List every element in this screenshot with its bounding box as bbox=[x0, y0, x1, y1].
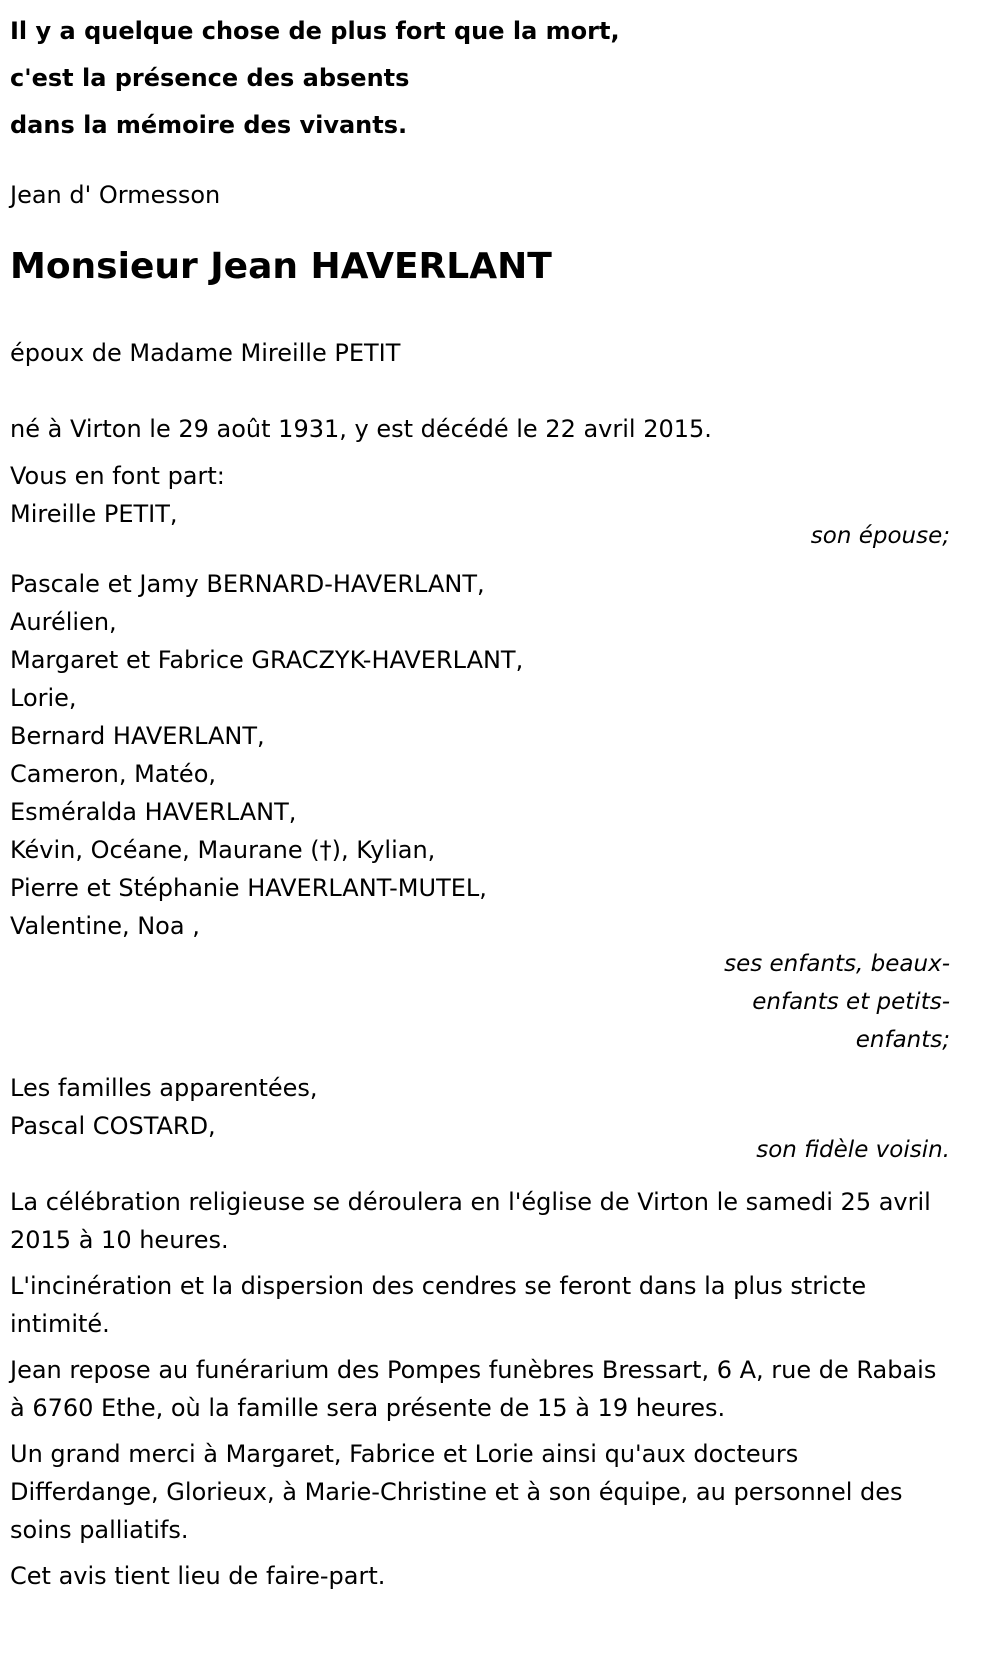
children-name: Valentine, Noa , bbox=[10, 912, 200, 940]
children-relation: ses enfants, beaux-enfants et petits-enfants; bbox=[724, 951, 950, 1053]
children-name: Kévin, Océane, Maurane (†), Kylian, bbox=[10, 836, 436, 864]
quote-line: Il y a quelque chose de plus fort que la mort, bbox=[10, 17, 620, 45]
birth-death-line: né à Virton le 29 août 1931, y est décédé le 22 avril 2015. bbox=[10, 415, 712, 443]
cremation-paragraph: L'incinération et la dispersion des cendres se feront dans la plus stricte intimité. bbox=[10, 1272, 867, 1338]
notice-paragraph: Cet avis tient lieu de faire-part. bbox=[10, 1562, 386, 1590]
funerarium-paragraph: Jean repose au funérarium des Pompes funèbres Bressart, 6 A, rue de Rabais à 6760 Ethe, où la famille sera présente de 15 à 19 heures. bbox=[10, 1356, 937, 1422]
spouse-relation: son épouse; bbox=[810, 523, 950, 549]
ceremony-paragraph: La célébration religieuse se déroulera en l'église de Virton le samedi 25 avril 2015 à 10 heures. bbox=[10, 1188, 931, 1254]
children-name: Pierre et Stéphanie HAVERLANT-MUTEL, bbox=[10, 874, 487, 902]
quote-line: c'est la présence des absents bbox=[10, 64, 410, 92]
children-name: Cameron, Matéo, bbox=[10, 760, 217, 788]
children-name: Lorie, bbox=[10, 684, 77, 712]
quote-line: dans la mémoire des vivants. bbox=[10, 111, 408, 139]
children-name: Bernard HAVERLANT, bbox=[10, 722, 265, 750]
children-name: Pascale et Jamy BERNARD-HAVERLANT, bbox=[10, 570, 485, 598]
quote-author: Jean d' Ormesson bbox=[10, 181, 221, 209]
children-block bbox=[10, 565, 950, 945]
children-name: Esméralda HAVERLANT, bbox=[10, 798, 297, 826]
others-name: Pascal COSTARD, bbox=[10, 1112, 216, 1140]
announce-intro: Vous en font part: bbox=[10, 462, 225, 490]
children-name: Aurélien, bbox=[10, 608, 117, 636]
others-relation: son fidèle voisin. bbox=[756, 1137, 950, 1163]
thanks-paragraph: Un grand merci à Margaret, Fabrice et Lorie ainsi qu'aux docteurs Differdange, Glorieux, à Marie-Christine et à son équipe, au personnel des soins palliatifs. bbox=[10, 1440, 903, 1544]
spouse-line: époux de Madame Mireille PETIT bbox=[10, 339, 401, 367]
deceased-name: Monsieur Jean HAVERLANT bbox=[10, 246, 552, 287]
others-name: Les familles apparentées, bbox=[10, 1074, 318, 1102]
announce-spouse-name: Mireille PETIT, bbox=[10, 500, 178, 528]
quote bbox=[10, 8, 950, 149]
children-name: Margaret et Fabrice GRACZYK-HAVERLANT, bbox=[10, 646, 524, 674]
